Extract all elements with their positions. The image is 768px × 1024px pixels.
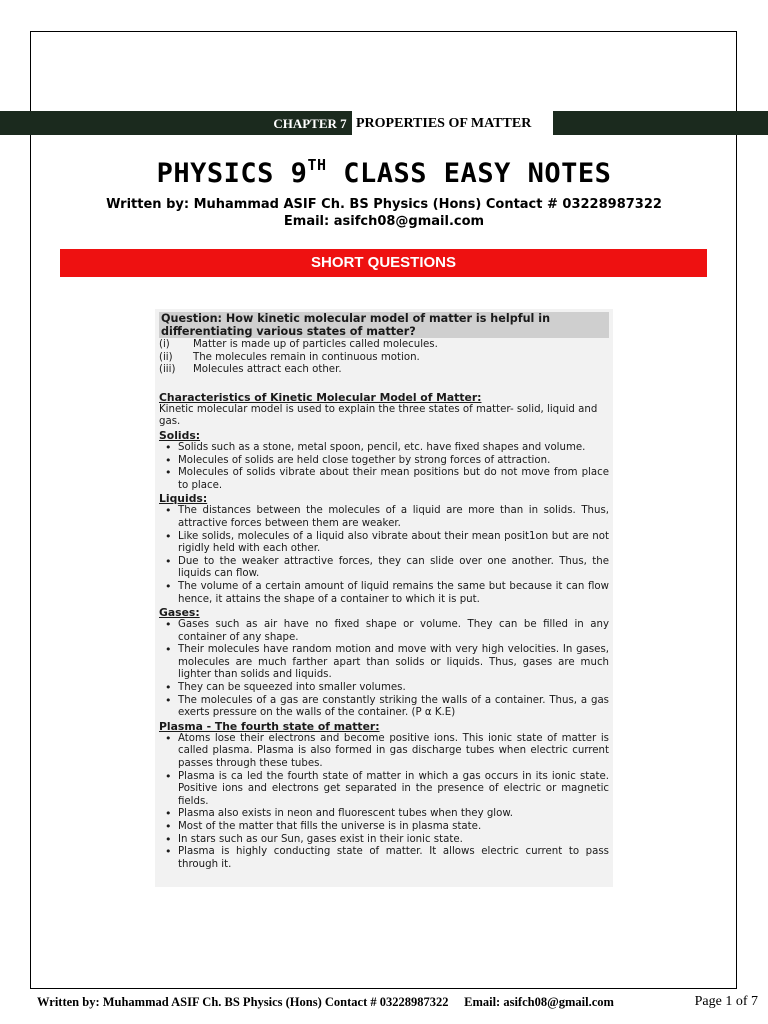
plasma-list xyxy=(159,733,609,872)
page-number: Page 1 of 7 xyxy=(694,994,758,1009)
list-item: • Gases such as air have no fixed shape or volume. They can be filled in any container of any shape. xyxy=(159,619,609,644)
plasma-heading: Plasma - The fourth state of matter: xyxy=(159,719,380,733)
list-item: • Plasma also exists in neon and fluorescent tubes when they glow. xyxy=(159,808,609,821)
list-item: • Molecules of solids vibrate about their mean positions but do not move from place to place. xyxy=(159,467,609,492)
item-number: (iii) xyxy=(159,364,176,376)
scanned-notes xyxy=(155,309,613,887)
list-item: • In stars such as our Sun, gases exist in their ionic state. xyxy=(159,834,609,847)
header-band-right xyxy=(553,111,768,135)
list-item: • Molecules of solids are held close together by strong forces of attraction. xyxy=(159,455,609,468)
list-item: • Most of the matter that fills the universe is in plasma state. xyxy=(159,821,609,834)
characteristics-heading: Characteristics of Kinetic Molecular Model of Matter: xyxy=(159,390,482,404)
liquids-list xyxy=(159,505,609,606)
item-text: Matter is made up of particles called molecules. xyxy=(193,339,438,350)
section-bar-short-questions: SHORT QUESTIONS xyxy=(60,249,707,277)
footer-credit: Written by: Muhammad ASIF Ch. BS Physics (Hons) Contact # 03228987322 Email: asifch08@gmail.com xyxy=(37,995,614,1009)
liquids-heading: Liquids: xyxy=(159,492,208,506)
item-number: (i) xyxy=(159,339,170,350)
list-item xyxy=(159,352,609,365)
item-text: The molecules remain in continuous motion. xyxy=(193,351,420,363)
list-item: • Plasma is ca led the fourth state of matter in which a gas occurs in its ionic state. Positive ions and electrons get separated in the presence of electric or magnetic fields. xyxy=(159,771,609,809)
question-heading: Question: How kinetic molecular model of matter is helpful in differentiating various states of matter? xyxy=(159,312,609,338)
gases-list xyxy=(159,619,609,720)
list-item: • Their molecules have random motion and move with very high velocities. In gases, molecules are much farther apart than solids or liquids. Thus, gases are much lighter than solids and liquids. xyxy=(159,644,609,682)
chapter-label: CHAPTER 7 xyxy=(268,111,352,135)
list-item: • Due to the weaker attractive forces, they can slide over one another. Thus, the liquids can flow. xyxy=(159,556,609,581)
list-item xyxy=(159,364,609,377)
author-email: Email: asifch08@gmail.com xyxy=(283,214,485,229)
solids-list xyxy=(159,442,609,492)
list-item: • Solids such as a stone, metal spoon, pencil, etc. have fixed shapes and volume. xyxy=(159,442,609,455)
title-prefix: PHYSICS 9 xyxy=(156,158,308,189)
list-item: • Atoms lose their electrons and become positive ions. This ionic state of matter is called plasma. Plasma is also formed in gas discharge tubes when electric current passes through these tubes. xyxy=(159,733,609,771)
characteristics-intro: Kinetic molecular model is used to explain the three states of matter- solid, liquid and gas. xyxy=(159,403,598,428)
chapter-title: PROPERTIES OF MATTER xyxy=(352,111,553,135)
author-byline: Written by: Muhammad ASIF Ch. BS Physics (Hons) Contact # 03228987322 xyxy=(106,197,662,212)
list-item: • Plasma is highly conducting state of matter. It allows electric current to pass through it. xyxy=(159,846,609,871)
header-band-left xyxy=(0,111,268,135)
list-item: • The distances between the molecules of a liquid are more than in solids. Thus, attractive forces between them are weaker. xyxy=(159,505,609,530)
solids-heading: Solids: xyxy=(159,428,201,442)
gases-heading: Gases: xyxy=(159,606,200,620)
title-suffix: CLASS EASY NOTES xyxy=(326,158,612,189)
list-item: • They can be squeezed into smaller volumes. xyxy=(159,682,609,695)
list-item: • The molecules of a gas are constantly striking the walls of a container. Thus, a gas exerts pressure on the walls of the container. (P α K.E) xyxy=(159,695,609,720)
title-superscript: TH xyxy=(307,156,327,174)
list-item: • Like solids, molecules of a liquid also vibrate about their mean posit1on but are not rigidly held with each other. xyxy=(159,531,609,556)
item-number: (ii) xyxy=(159,351,173,363)
list-item xyxy=(159,339,609,352)
page-title xyxy=(0,158,768,189)
list-item: • The volume of a certain amount of liquid remains the same but because it can flow hence, it attains the shape of a container to which it is put. xyxy=(159,581,609,606)
kinetic-points-list xyxy=(159,339,609,377)
chapter-header-band xyxy=(0,111,768,135)
item-text: Molecules attract each other. xyxy=(193,364,342,376)
